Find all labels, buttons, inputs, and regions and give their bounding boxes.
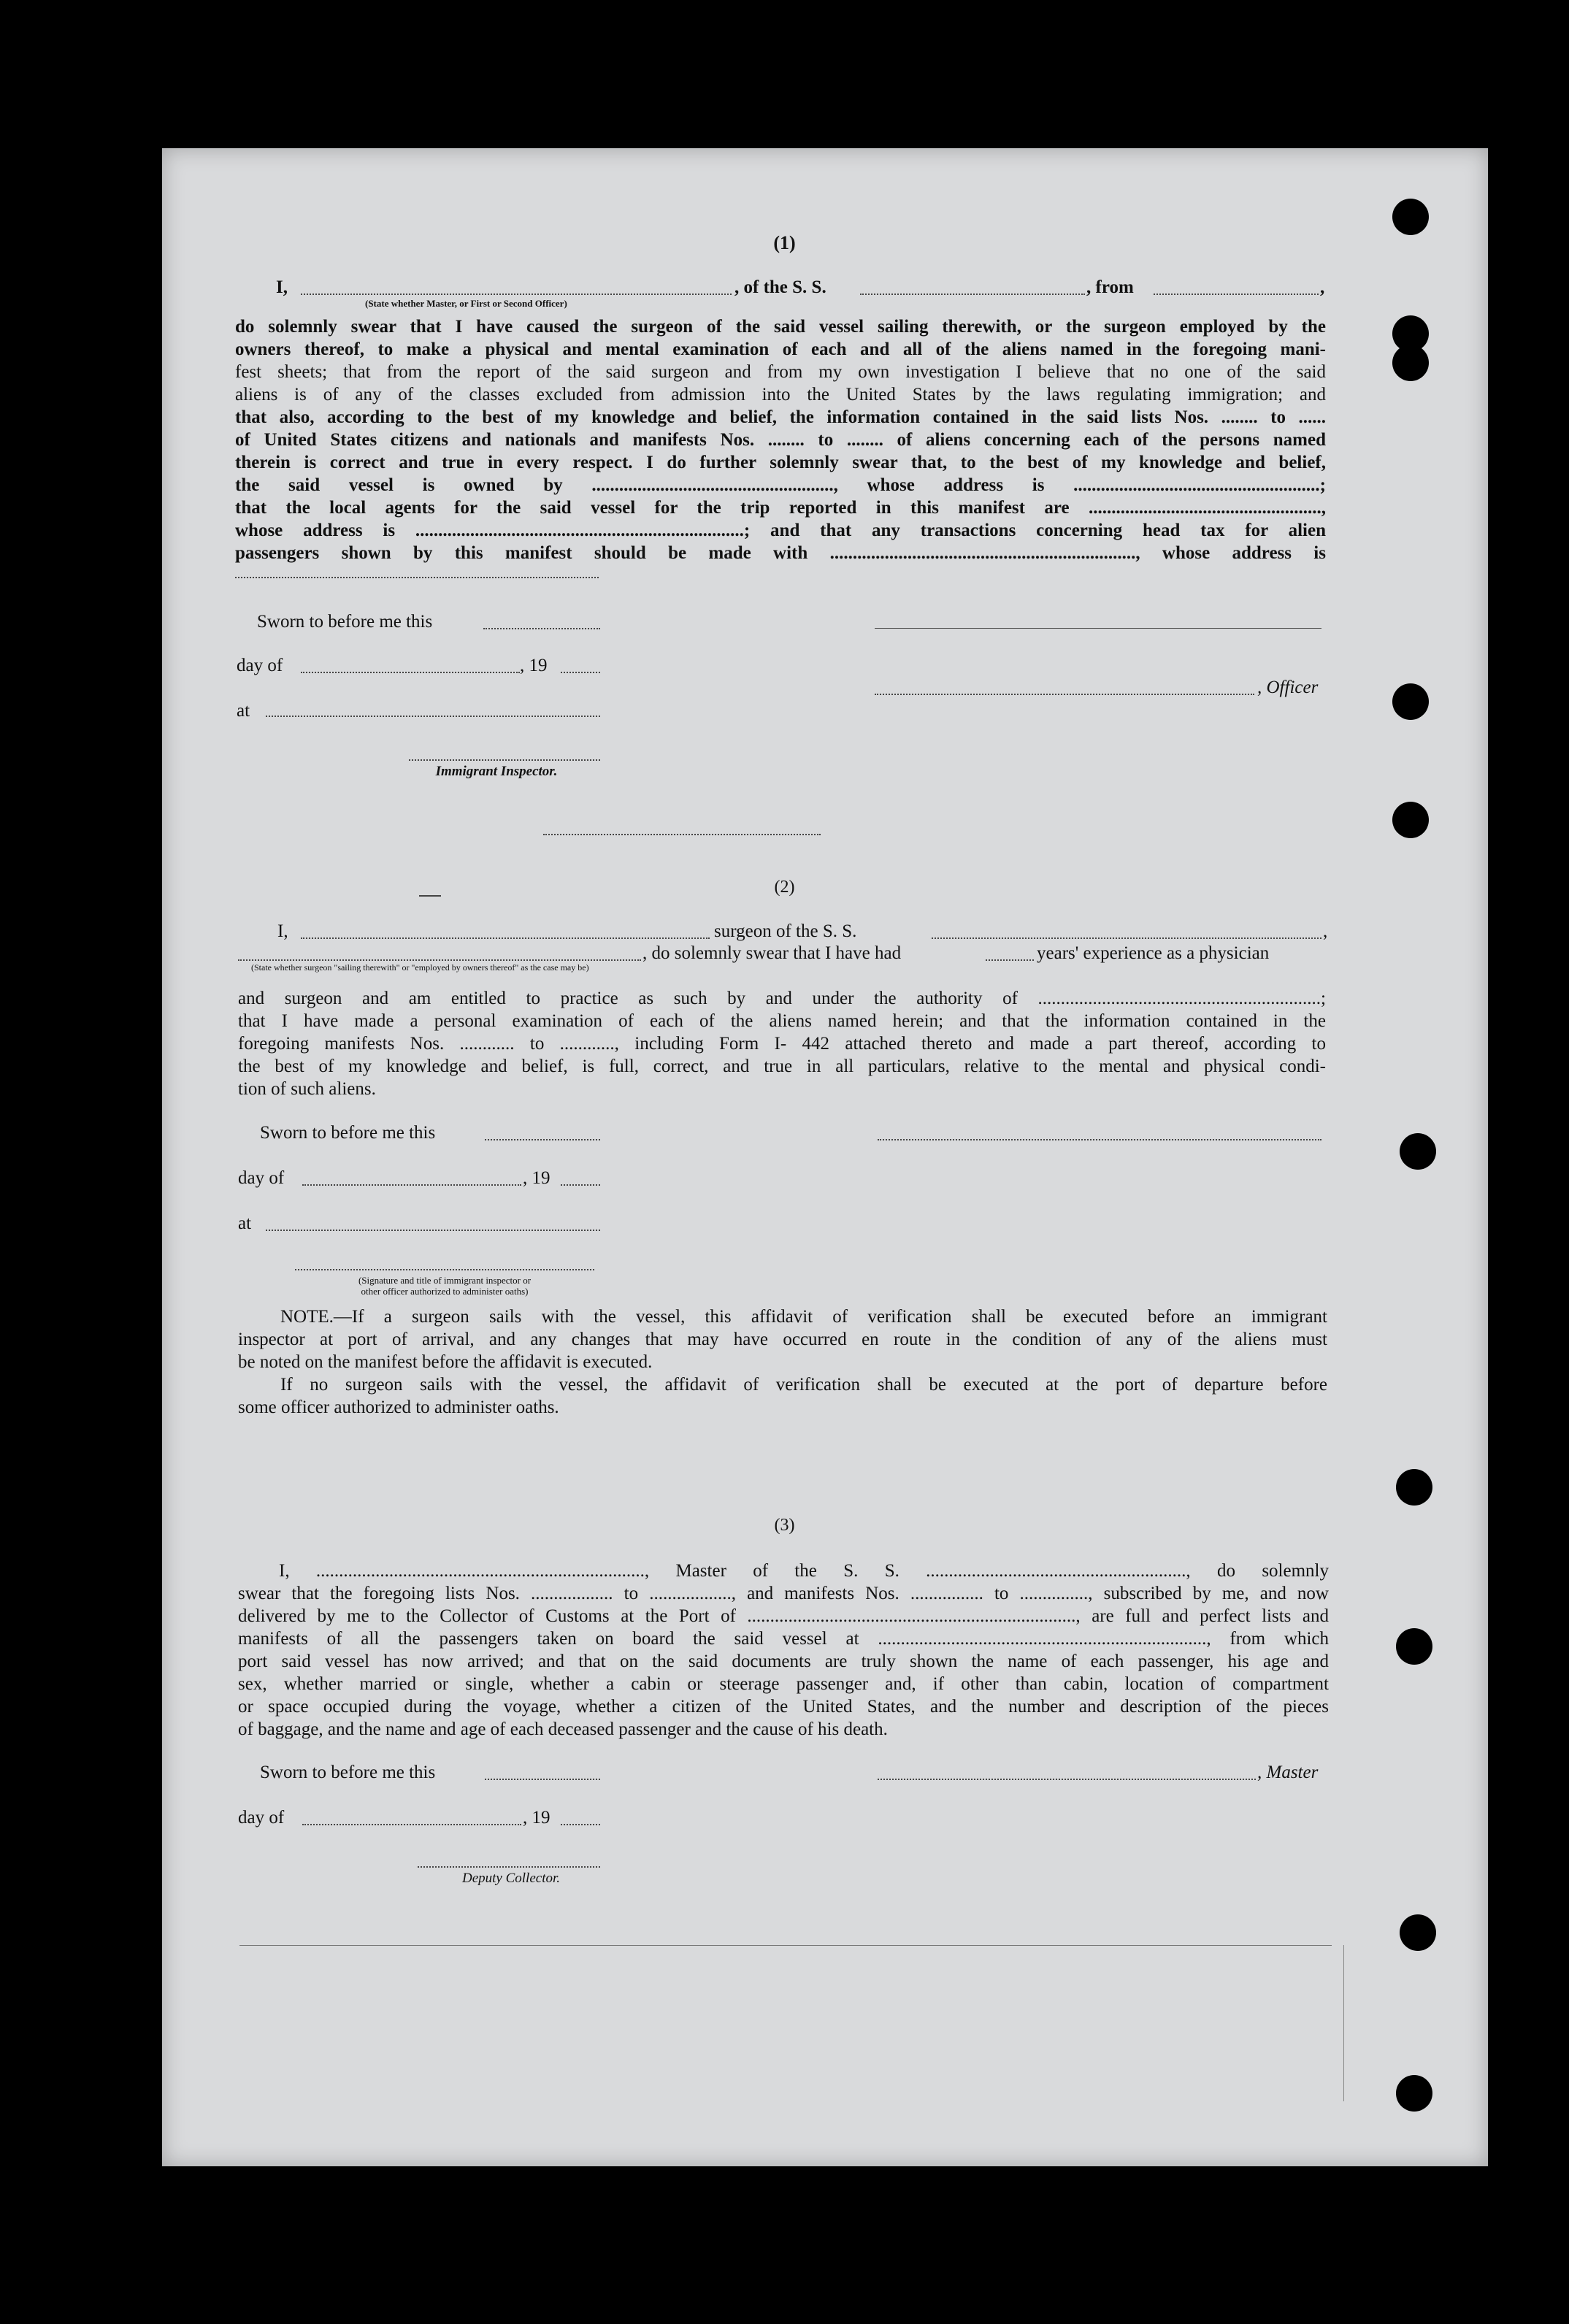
punch-hole (1396, 2075, 1432, 2112)
section3-sworn: Sworn to before me this (260, 1763, 436, 1782)
section1-at-blank (266, 716, 600, 717)
bottom-rule (239, 1945, 1332, 1946)
section2-nineteen: , 19 (523, 1168, 551, 1188)
section1-body-line: the said vessel is owned by ....................................................., whose address is ......................................................; (235, 475, 1326, 495)
section1-year-blank (561, 672, 600, 673)
section1-body-line: owners thereof, to make a physical and mental examination of each and all of the aliens named in the foregoing mani- (235, 340, 1326, 359)
section2-day-blank (302, 1184, 521, 1186)
section3-body-line: delivered by me to the Collector of Customs at the Port of ........................................................................, are full and perfect lists and (238, 1606, 1329, 1626)
section1-from: , from (1086, 277, 1134, 297)
section3-master-line (878, 1779, 1256, 1780)
section3-deputy-line (418, 1866, 600, 1868)
section2-sig-caption (295, 1275, 594, 1297)
section1-comma: , (1320, 277, 1325, 297)
section2-comma: , (1323, 921, 1328, 941)
section3-body (238, 1560, 1329, 1741)
section1-master-blank (301, 294, 732, 295)
section2-body-line: foregoing manifests Nos. ............ to ............, including Form I- 442 attached thereto and made a part thereof, according to (238, 1034, 1326, 1054)
section2-sworn: Sworn to before me this (260, 1123, 436, 1143)
section2-at-blank (266, 1230, 600, 1231)
section2-surgeon-caption: (State whether surgeon "sailing therewith" or "employed by owners thereof" as the case may be) (251, 962, 589, 973)
section2-body-line: the best of my knowledge and belief, is full, correct, and true in all particulars, relative to the mental and physical condi- (238, 1056, 1326, 1076)
section1-at: at (237, 701, 250, 721)
section2-surgeon-of-ss: surgeon of the S. S. (714, 921, 857, 941)
section2-sig-line (878, 1139, 1321, 1140)
short-rule (419, 895, 441, 897)
section1-body-line: whose address is ........................................................................; and that any transactions concerning head tax for alien (235, 521, 1326, 540)
section2-sig-caption-2: other officer authorized to administer oaths) (361, 1286, 529, 1297)
section3-day-of: day of (238, 1808, 285, 1828)
bottom-rule (1343, 1945, 1345, 2101)
section1-body-line: that also, according to the best of my knowledge and belief, the information contained in the said lists Nos. ........ to ...... (235, 407, 1326, 427)
section1-of-ss: , of the S. S. (734, 277, 826, 297)
section2-note-line: NOTE.—If a surgeon sails with the vessel, this affidavit of verification shall be executed before an immigrant (280, 1307, 1327, 1327)
section2-note-line: If no surgeon sails with the vessel, the affidavit of verification shall be executed at the port of departure before (280, 1375, 1327, 1395)
section1-i: I, (276, 277, 288, 297)
punch-hole (1400, 1133, 1436, 1170)
section2-surgeon-blank (301, 937, 710, 939)
section1-body-line: of United States citizens and nationals and manifests Nos. ........ to ........ of aliens concerning each of the persons named (235, 430, 1326, 450)
section3-heading: (3) (774, 1516, 795, 1535)
punch-hole (1400, 1914, 1436, 1951)
section1-inspector-line (409, 759, 600, 761)
section1-sworn: Sworn to before me this (257, 612, 433, 632)
section3-sworn-blank (485, 1779, 600, 1780)
section2-note-line: some officer authorized to administer oaths. (238, 1397, 559, 1417)
section2-day-of: day of (238, 1168, 285, 1188)
section1-body-line: passengers shown by this manifest should be made with ..................................................................., whose address is (235, 543, 1326, 563)
section2-sworn-blank (485, 1139, 600, 1140)
section2-at: at (238, 1213, 252, 1233)
section2-note-line: be noted on the manifest before the affidavit is executed. (238, 1352, 653, 1372)
section2-heading: (2) (774, 878, 795, 897)
section3-body-line: sex, whether married or single, whether a cabin or steerage passenger and, if other than cabin, location of compartment (238, 1674, 1329, 1694)
section3-master: , Master (1257, 1763, 1319, 1782)
section2-body-line: and surgeon and am entitled to practice as such by and under the authority of ..............................................................; (238, 989, 1326, 1008)
section1-body-line: that the local agents for the said vessel for the trip reported in this manifest are ..................................................., (235, 498, 1326, 518)
section2-capacity-blank (238, 959, 641, 961)
section3-body-line: I, ........................................................................, Master of the S. S. ........................................................., do solemnly (279, 1561, 1329, 1581)
punch-hole (1396, 1628, 1432, 1665)
section1-address-line (235, 577, 599, 578)
section1-sworn-blank (483, 628, 600, 629)
punch-hole (1392, 345, 1429, 381)
section1-officer-sig-line (875, 628, 1321, 629)
section3-nineteen: , 19 (523, 1808, 551, 1828)
faint-line (543, 834, 821, 835)
section2-note-line: inspector at port of arrival, and any changes that may have occurred en route in the condition of any of the aliens must (238, 1330, 1327, 1349)
section1-body-line: aliens is of any of the classes excluded from admission into the United States by the laws regulating immigration; and (235, 385, 1326, 404)
section2-sig-caption-1: (Signature and title of immigrant inspector or (358, 1275, 532, 1286)
punch-hole (1392, 802, 1429, 838)
section1-body-line: do solemnly swear that I have caused the surgeon of the said vessel sailing therewith, or the surgeon employed by the (235, 317, 1326, 337)
section1-nineteen: , 19 (520, 656, 548, 675)
section2-i: I, (277, 921, 288, 941)
section2-years-blank (986, 959, 1034, 961)
section3-year-blank (561, 1824, 600, 1825)
section3-body-line: port said vessel has now arrived; and that on the said documents are truly shown the name of each passenger, his age and (238, 1652, 1329, 1671)
section2-body-line: that I have made a personal examination of each of the aliens named herein; and that the information contained in the (238, 1011, 1326, 1031)
section1-day-blank (301, 672, 520, 673)
section3-body-line: or space occupied during the voyage, whether a citizen of the United States, and the number and description of the pieces (238, 1697, 1329, 1717)
section1-port-blank (1154, 294, 1319, 295)
section2-year-blank (561, 1184, 600, 1186)
section3-body-line: swear that the foregoing lists Nos. .................. to .................., and manifests Nos. ................ to ..............., subscribed by me, and now (238, 1584, 1329, 1603)
section1-master-caption: (State whether Master, or First or Second Officer) (365, 298, 567, 309)
section2-inspector-line (295, 1269, 594, 1270)
section1-body (235, 315, 1326, 564)
section1-body-line: therein is correct and true in every respect. I do further solemnly swear that, to the best of my knowledge and belief, (235, 453, 1326, 472)
section1-day-of: day of (237, 656, 283, 675)
section2-years: years' experience as a physician (1037, 943, 1270, 963)
section1-officer: , Officer (1257, 678, 1319, 697)
section2-body-line: tion of such aliens. (238, 1079, 376, 1099)
section1-body-line: fest sheets; that from the report of the said surgeon and from my own investigation I believe that no one of the said (235, 362, 1326, 382)
section2-swear: , do solemnly swear that I have had (642, 943, 902, 963)
section2-vessel-blank (932, 937, 1321, 939)
punch-hole (1396, 1469, 1432, 1506)
section3-day-blank (302, 1824, 521, 1825)
section2-note (238, 1305, 1327, 1419)
section1-officer-line (875, 694, 1254, 695)
section1-vessel-blank (860, 294, 1085, 295)
section3-deputy-collector: Deputy Collector. (461, 1871, 561, 1886)
punch-hole (1392, 683, 1429, 720)
section2-body (238, 987, 1326, 1100)
punch-hole (1392, 199, 1429, 235)
section3-body-line: manifests of all the passengers taken on board the said vessel at ........................................................................, from which (238, 1629, 1329, 1649)
section3-body-line: of baggage, and the name and age of each deceased passenger and the cause of his death. (238, 1719, 888, 1739)
section1-heading: (1) (773, 232, 796, 253)
section1-immigrant-inspector: Immigrant Inspector. (435, 764, 558, 779)
